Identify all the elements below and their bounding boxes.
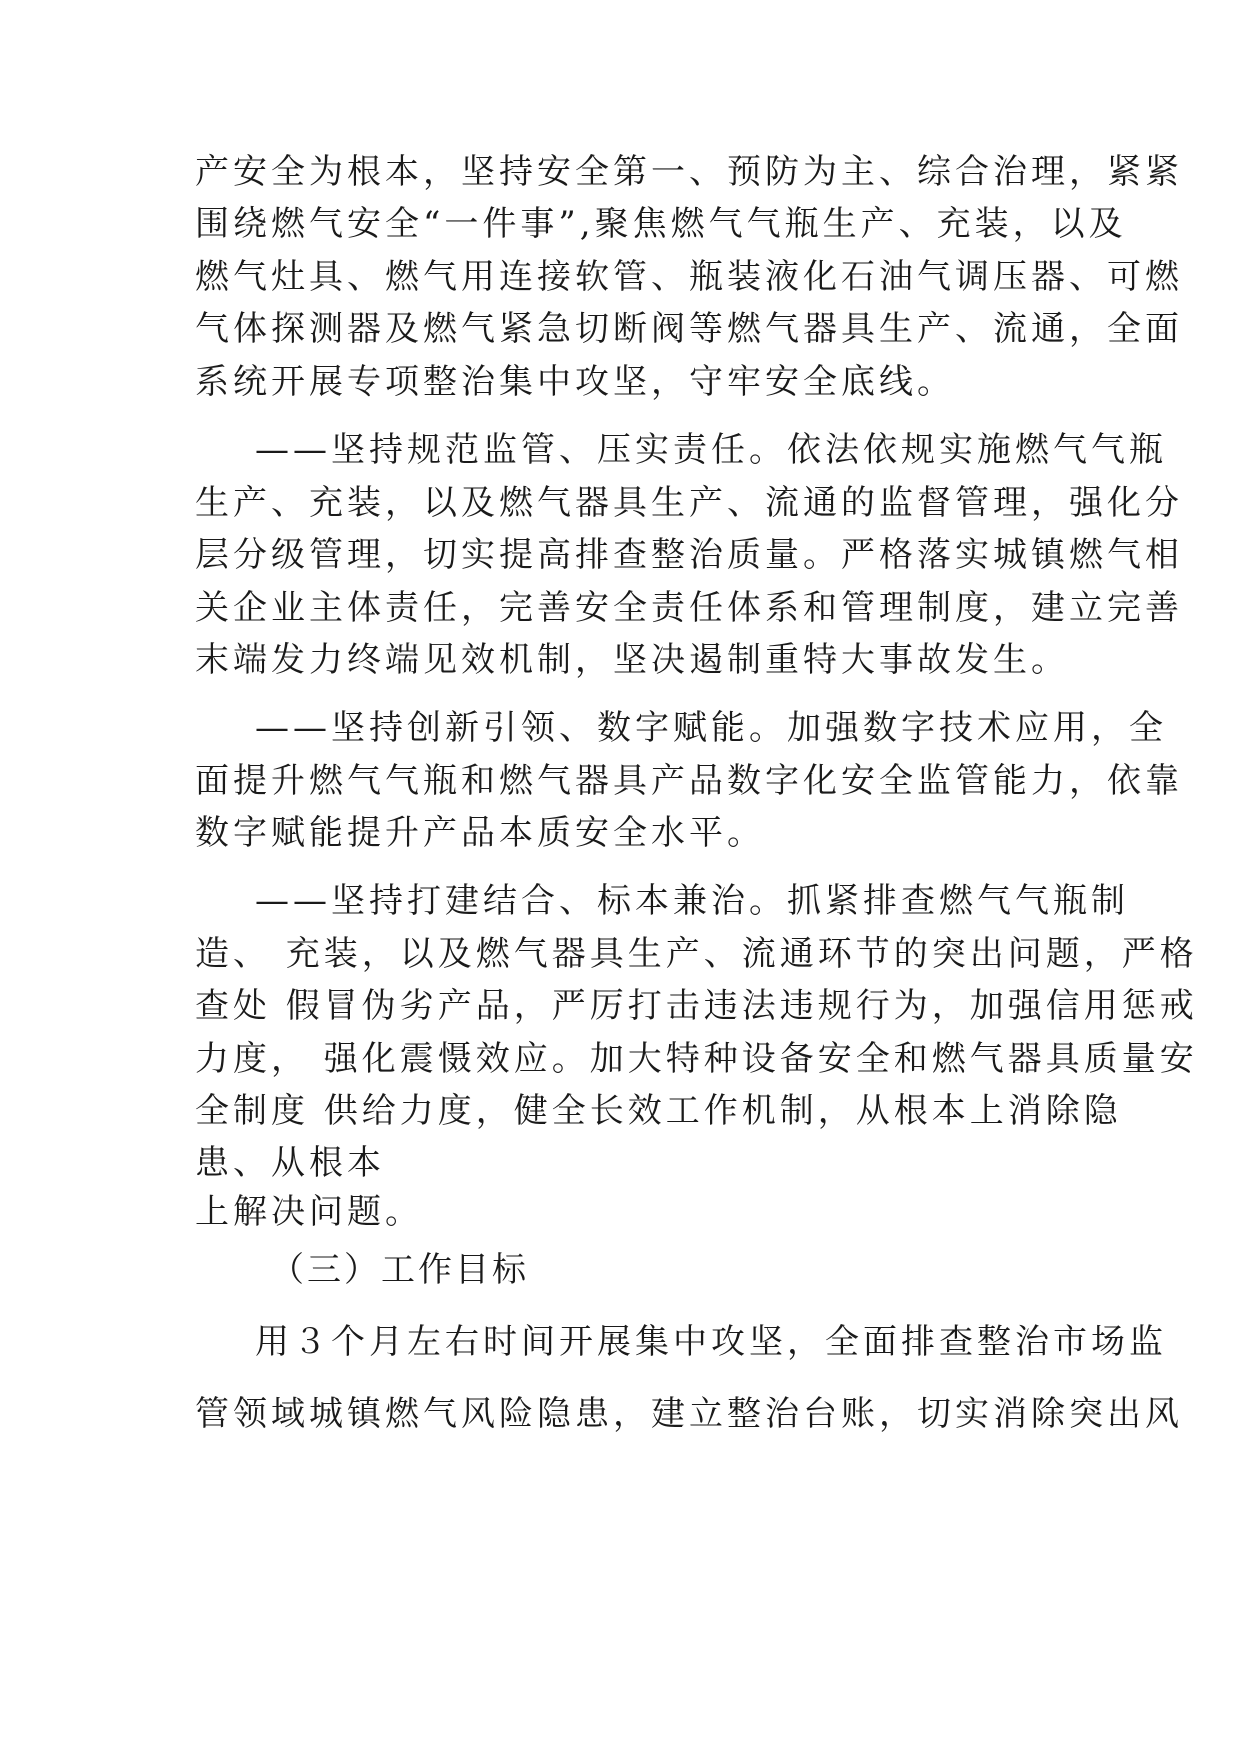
body-text-line: 全制度 供给力度，健全长效工作机制，从根本上消除隐 bbox=[195, 1091, 1122, 1131]
body-text-line: 用３个月左右时间开展集中攻坚，全面排查整治市场监 bbox=[255, 1322, 1167, 1362]
body-text-line: 造、 充装，以及燃气器具生产、流通环节的突出问题，严格 bbox=[195, 934, 1198, 974]
body-text-line: 数字赋能提升产品本质安全水平。 bbox=[195, 813, 765, 853]
principle-line: ——坚持打建结合、标本兼治。抓紧排查燃气气瓶制 bbox=[255, 881, 1129, 921]
section-heading: （三）工作目标 bbox=[270, 1250, 529, 1290]
principle-line: ——坚持创新引领、数字赋能。加强数字技术应用，全 bbox=[255, 708, 1167, 748]
body-text-line: 层分级管理，切实提高排查整治质量。严格落实城镇燃气相 bbox=[195, 535, 1183, 575]
body-text-line: 患、从根本 bbox=[195, 1143, 385, 1183]
body-text-line: 产安全为根本，坚持安全第一、预防为主、综合治理，紧紧 bbox=[195, 152, 1183, 192]
body-text-line: 面提升燃气气瓶和燃气器具产品数字化安全监管能力，依靠 bbox=[195, 761, 1183, 801]
body-text-line: 燃气灶具、燃气用连接软管、瓶装液化石油气调压器、可燃 bbox=[195, 257, 1183, 297]
body-text-line: 系统开展专项整治集中攻坚，守牢安全底线。 bbox=[195, 362, 955, 402]
body-text-line: 力度， 强化震慑效应。加大特种设备安全和燃气器具质量安 bbox=[195, 1039, 1198, 1079]
body-text-line: 关企业主体责任，完善安全责任体系和管理制度，建立完善 bbox=[195, 588, 1183, 628]
body-text-line: 生产、充装，以及燃气器具生产、流通的监督管理，强化分 bbox=[195, 483, 1183, 523]
body-text-line: 围绕燃气安全“一件事”,聚焦燃气气瓶生产、充装，以及 bbox=[195, 204, 1127, 244]
body-text-line: 气体探测器及燃气紧急切断阀等燃气器具生产、流通，全面 bbox=[195, 309, 1183, 349]
body-text-line: 上解决问题。 bbox=[195, 1192, 423, 1232]
body-text-line: 末端发力终端见效机制，坚决遏制重特大事故发生。 bbox=[195, 640, 1069, 680]
principle-line: ——坚持规范监管、压实责任。依法依规实施燃气气瓶 bbox=[255, 430, 1167, 470]
body-text-line: 管领域城镇燃气风险隐患，建立整治台账，切实消除突出风 bbox=[195, 1394, 1183, 1434]
body-text-line: 查处 假冒伪劣产品，严厉打击违法违规行为，加强信用惩戒 bbox=[195, 986, 1198, 1026]
